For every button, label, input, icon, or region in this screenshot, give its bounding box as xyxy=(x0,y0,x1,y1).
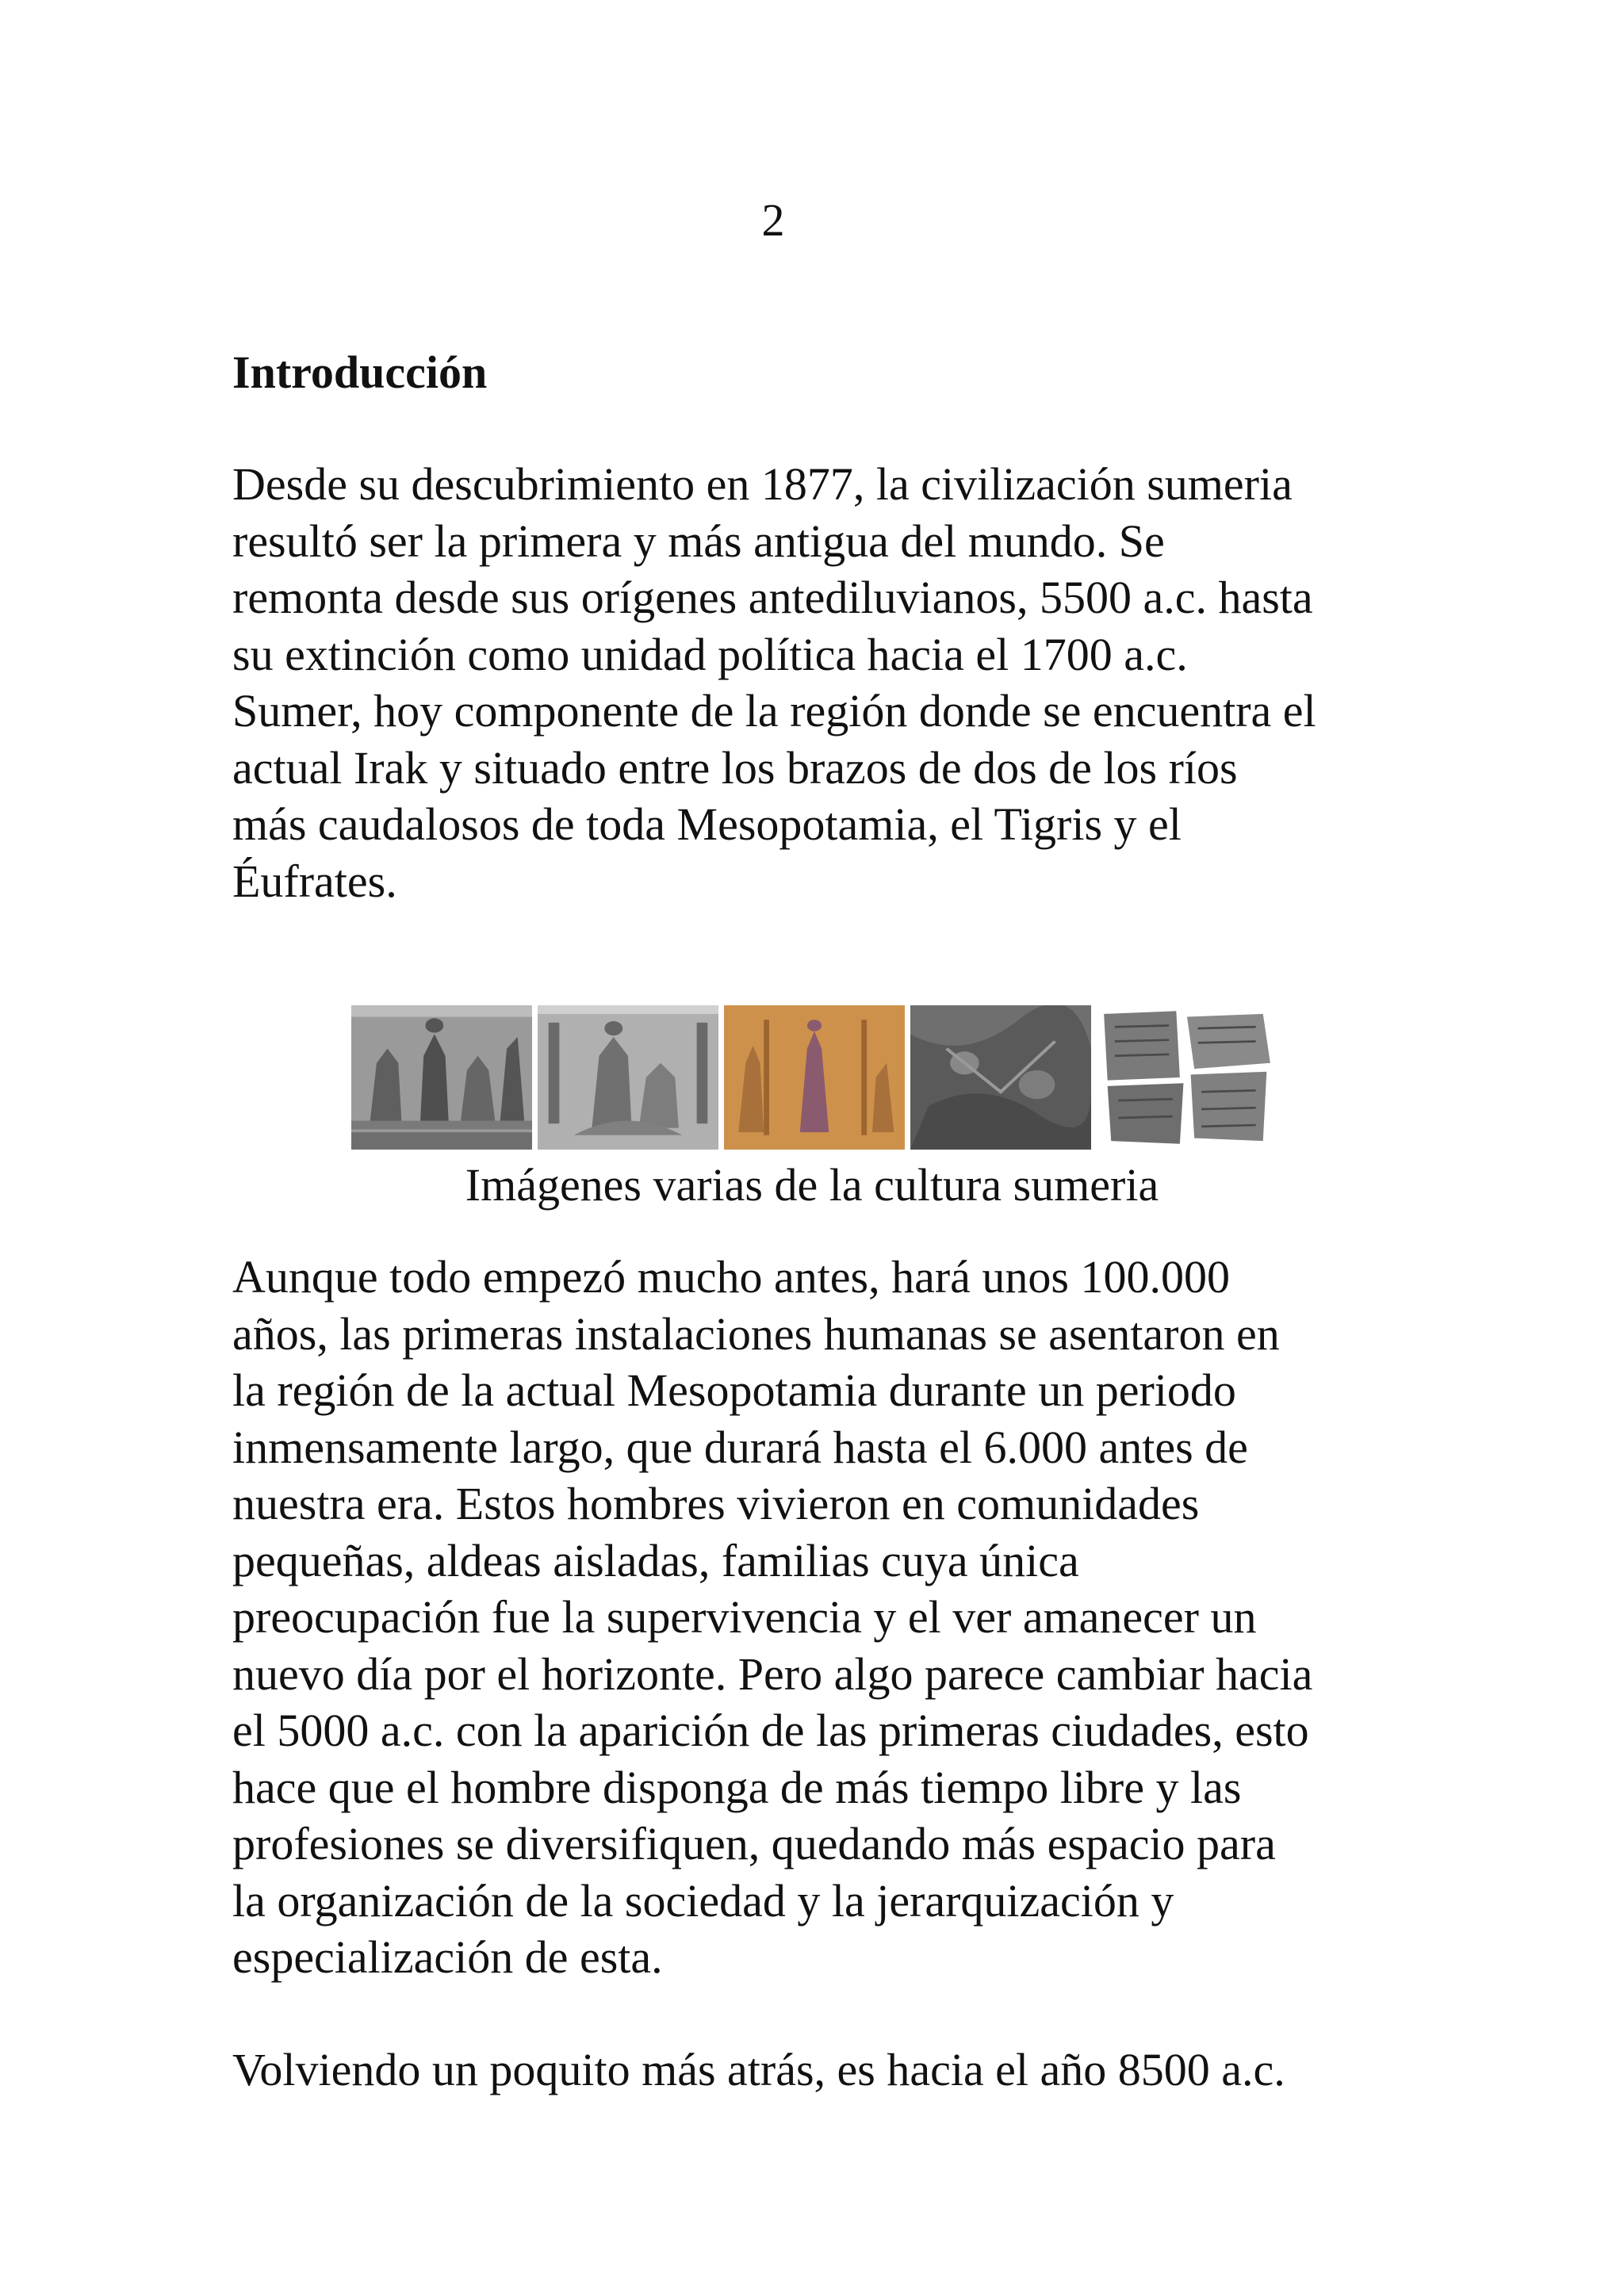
stone-relief-image xyxy=(910,1005,1091,1150)
text-line: profesiones se diversifiquen, quedando más espacio para xyxy=(232,1818,1276,1869)
text-line: Volviendo un poquito más atrás, es hacia el año 8500 a.c. xyxy=(232,2044,1285,2095)
section-heading: Introducción xyxy=(232,346,488,398)
text-line: Aunque todo empezó mucho antes, hará unos 100.000 xyxy=(232,1251,1230,1303)
figure-caption: Imágenes varias de la cultura sumeria xyxy=(465,1159,1159,1211)
text-line: la organización de la sociedad y la jerarquización y xyxy=(232,1874,1174,1927)
text-line: Desde su descubrimiento en 1877, la civilización sumeria xyxy=(232,458,1293,510)
text-line: el 5000 a.c. con la aparición de las primeras ciudades, esto xyxy=(232,1705,1309,1756)
text-line: nuevo día por el horizonte. Pero algo parece cambiar hacia xyxy=(232,1647,1313,1700)
text-line: nuestra era. Estos hombres vivieron en comunidades xyxy=(232,1478,1200,1529)
text-line: actual Irak y situado entre los brazos de dos de los ríos xyxy=(232,741,1238,794)
clay-seal-image xyxy=(724,1005,905,1150)
cuneiform-tablet-image xyxy=(1097,1005,1277,1150)
intro-paragraph xyxy=(232,456,1438,909)
sumerian-image-strip xyxy=(351,1005,1277,1150)
text-line: especialización de esta. xyxy=(232,1931,663,1983)
text-line: inmensamente largo, que durará hasta el 6.000 antes de xyxy=(232,1421,1248,1473)
body-paragraph xyxy=(232,1249,1438,1986)
text-line: Éufrates. xyxy=(232,855,397,907)
cylinder-seal-image-2 xyxy=(538,1005,718,1150)
text-line: más caudalosos de toda Mesopotamia, el Tigris y el xyxy=(232,798,1182,850)
text-line: resultó ser la primera y más antigua del mundo. Se xyxy=(232,515,1165,567)
text-line: preocupación fue la supervivencia y el ver amanecer un xyxy=(232,1591,1257,1643)
closing-paragraph xyxy=(232,2042,1438,2099)
page-number: 2 xyxy=(761,194,785,246)
text-line: hace que el hombre disponga de más tiempo libre y las xyxy=(232,1761,1242,1813)
text-line: pequeñas, aldeas aisladas, familias cuya única xyxy=(232,1534,1079,1586)
text-line: años, las primeras instalaciones humanas se asentaron en xyxy=(232,1307,1280,1360)
text-line: la región de la actual Mesopotamia durante un periodo xyxy=(232,1364,1236,1416)
text-line: Sumer, hoy componente de la región donde se encuentra el xyxy=(232,685,1316,737)
cylinder-seal-image-1 xyxy=(351,1005,532,1150)
text-line: su extinción como unidad política hacia el 1700 a.c. xyxy=(232,628,1188,680)
text-line: remonta desde sus orígenes antediluvianos, 5500 a.c. hasta xyxy=(232,572,1313,623)
